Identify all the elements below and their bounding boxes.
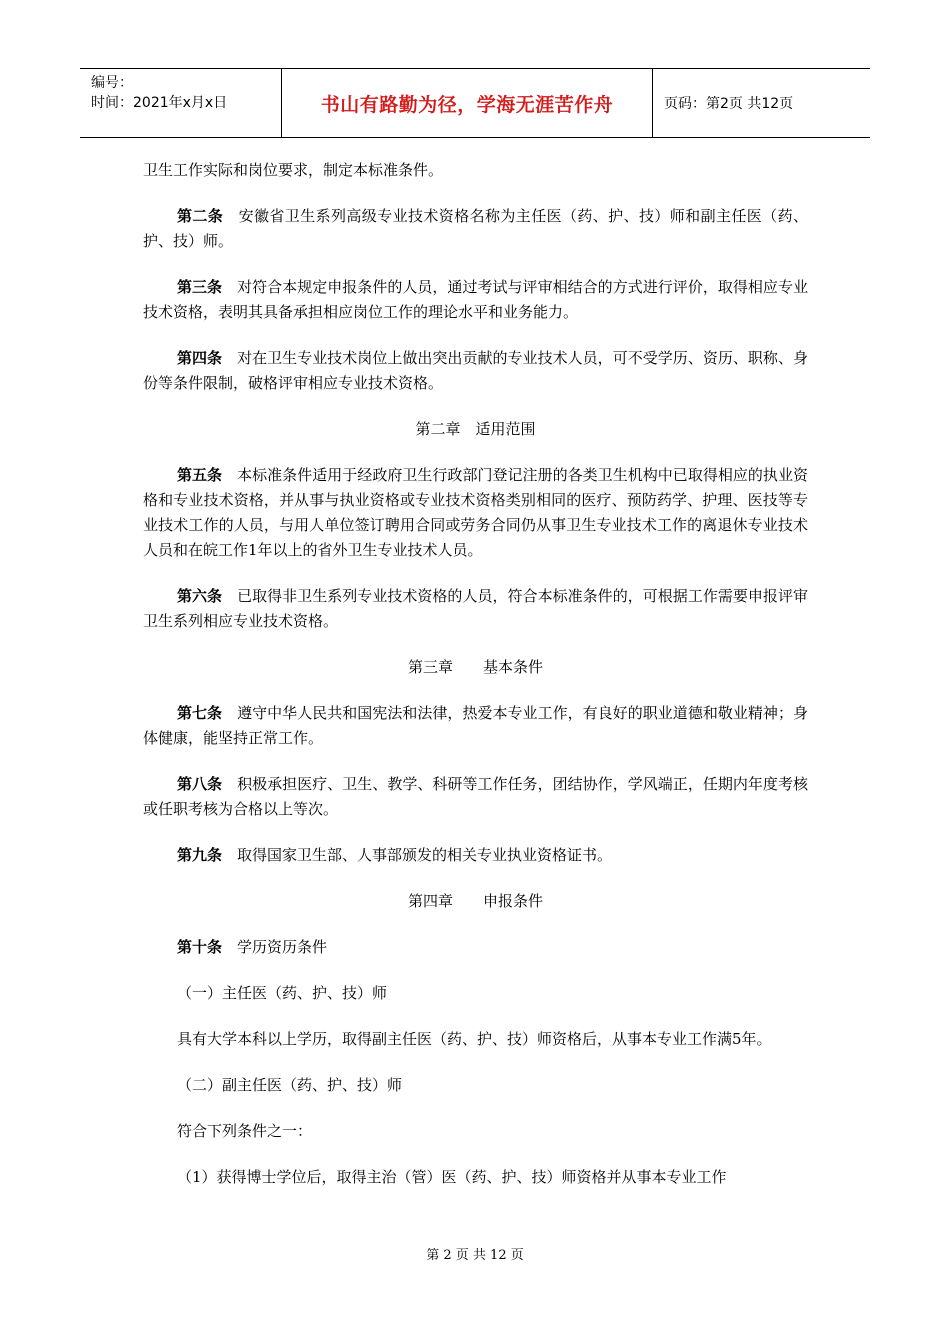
subsection-2-item-1: （1）获得博士学位后，取得主治（管）医（药、护、技）师资格并从事本专业工作 (177, 1168, 727, 1186)
article-9 (143, 843, 808, 868)
article-text: 遵守中华人民共和国宪法和法律，热爱本专业工作，有良好的职业道德和敬业精神；身体健康，能坚持正常工作。 (143, 704, 808, 747)
subsection-1-heading: （一）主任医（药、护、技）师 (177, 984, 388, 1002)
subsection-1-text: 具有大学本科以上学历，取得副主任医（药、护、技）师资格后，从事本专业工作满5年。 (177, 1030, 772, 1048)
page-footer: 第 2 页 共 12 页 (426, 1248, 524, 1263)
article-10 (143, 935, 808, 960)
paragraph-text: 卫生工作实际和岗位要求，制定本标准条件。 (143, 161, 444, 179)
chapter-4-heading: 第四章 申报条件 (407, 892, 543, 910)
header-page-cell (652, 69, 870, 137)
article-title: 第二条 (177, 207, 224, 225)
article-title: 第八条 (177, 775, 223, 793)
article-text: 对在卫生专业技术岗位上做出突出贡献的专业技术人员，可不受学历、资历、职称、身份等条件限制，破格评审相应专业技术资格。 (143, 349, 808, 392)
document-number-label: 编号： (91, 75, 133, 91)
article-text: 已取得非卫生系列专业技术资格的人员，符合本标准条件的，可根据工作需要申报评审卫生系列相应专业技术资格。 (143, 587, 808, 630)
article-5 (143, 463, 808, 563)
article-6 (143, 584, 808, 634)
page-header (80, 68, 870, 138)
article-text: 对符合本规定申报条件的人员，通过考试与评审相结合的方式进行评价，取得相应专业技术资格，表明其具备承担相应岗位工作的理论水平和业务能力。 (143, 278, 808, 321)
paragraph-continuation (143, 158, 808, 183)
document-body (143, 158, 808, 1211)
header-motto-cell (281, 69, 653, 137)
article-title: 第六条 (177, 587, 223, 605)
article-2 (143, 204, 808, 254)
chapter-3-heading: 第三章 基本条件 (407, 658, 543, 676)
subsection-2-intro: 符合下列条件之一： (177, 1122, 313, 1140)
document-time-label: 时间：2021年x月x日 (91, 95, 228, 111)
article-text: 取得国家卫生部、人事部颁发的相关专业执业资格证书。 (222, 846, 613, 864)
article-text: 学历资历条件 (222, 938, 328, 956)
article-title: 第四条 (177, 349, 223, 367)
header-page-number: 页码：第2页 共12页 (664, 96, 794, 112)
header-motto: 书山有路勤为径，学海无涯苦作舟 (320, 93, 614, 116)
article-title: 第七条 (177, 704, 223, 722)
article-3 (143, 275, 808, 325)
subsection-2-heading: （二）副主任医（药、护、技）师 (177, 1076, 403, 1094)
article-title: 第三条 (177, 278, 223, 296)
header-meta-cell (80, 69, 281, 137)
article-7 (143, 701, 808, 751)
article-text: 本标准条件适用于经政府卫生行政部门登记注册的各类卫生机构中已取得相应的执业资格和专业技术资格，并从事与执业资格或专业技术资格类别相同的医疗、预防药学、护理、医技等专业技术工作的人员，与用人单位签订聘用合同或劳务合同仍从事卫生专业技术工作的离退休专业技术人员和在皖工作1年以上的省外卫生专业技术人员。 (143, 466, 808, 559)
article-4 (143, 346, 808, 396)
chapter-2-heading: 第二章 适用范围 (415, 420, 536, 438)
article-text: 安徽省卫生系列高级专业技术资格名称为主任医（药、护、技）师和副主任医（药、护、技）师。 (143, 207, 808, 250)
article-title: 第九条 (177, 846, 223, 864)
article-title: 第十条 (177, 938, 223, 956)
article-text: 积极承担医疗、卫生、教学、科研等工作任务，团结协作，学风端正，任期内年度考核或任职考核为合格以上等次。 (143, 775, 808, 818)
article-title: 第五条 (177, 466, 223, 484)
article-8 (143, 772, 808, 822)
